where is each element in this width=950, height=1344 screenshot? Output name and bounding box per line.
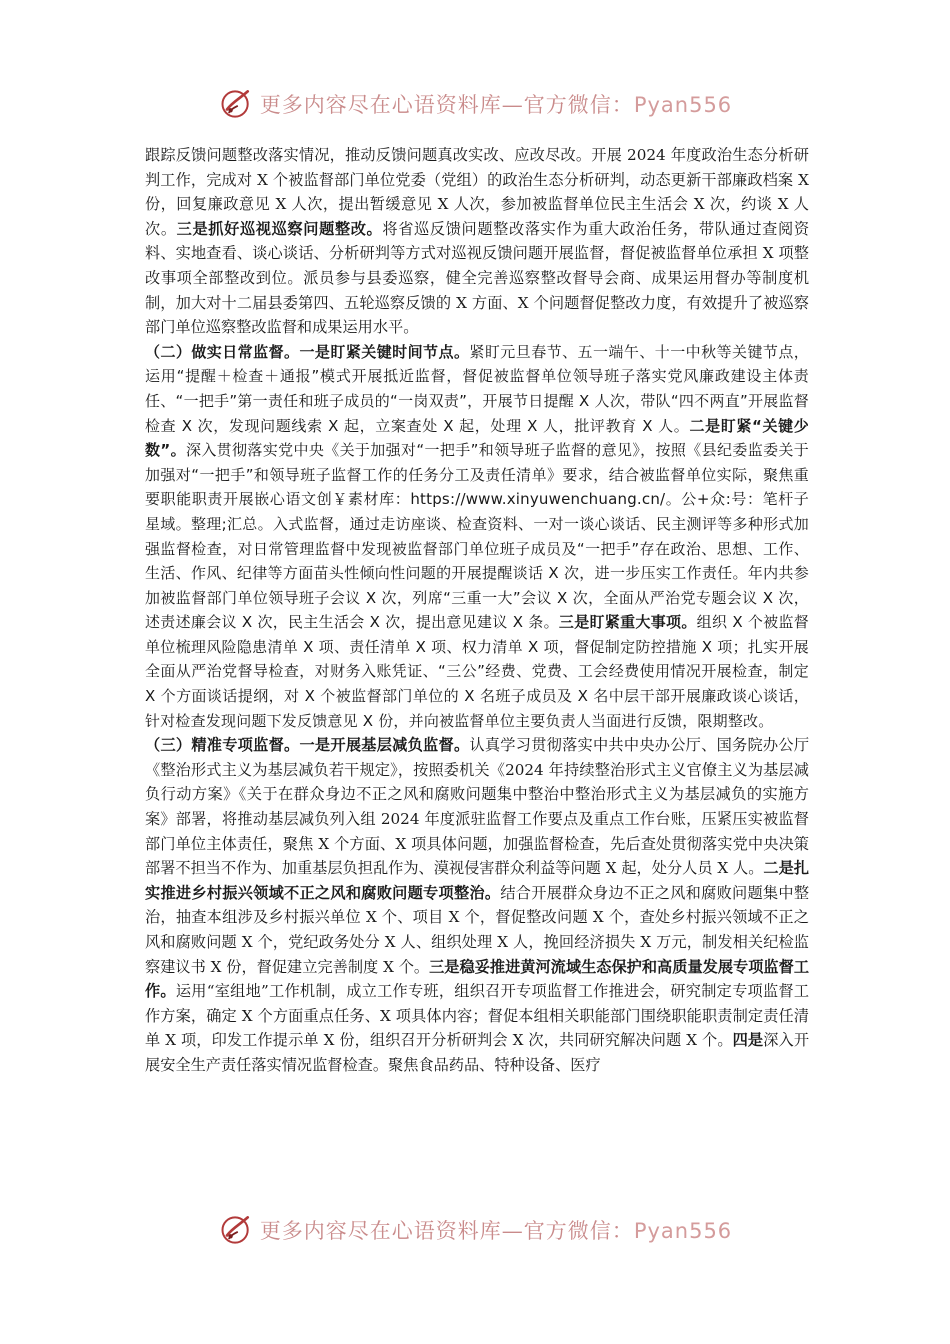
banner-text	[260, 89, 732, 119]
p3-bold-2: 三是稳妥推进黄河流域生态保护和高质量发展专项监督工作。	[145, 957, 810, 1001]
p2-text-2: 深入贯彻落实党中央《关于加强对“一把手”和领导班子监督的意见》，按照《县纪委监委关于加强对“一把手”和领导班子监督工作的任务分工及责任清单》要求，结合被监督单位实际，聚焦重要职能职责开展嵌心语文创￥素材库：https://www.xinyuwenchuang.cn/。公+众:号：笔杆子星域。整理;汇总。入式监督，通过走访座谈、检查资料、一对一谈心谈话、民主测评等多种形式加强监督检查，对日常管理监督中发现被监督部门单位班子成员及“一把手”存在政治、思想、工作、生活、作风、纪律等方面苗头性倾向性问题的开展提醒谈话 X 次，进一步压实工作责任。年内共参加被监督部门单位领导班子会议 X 次，列席“三重一大”会议 X 次，全面从严治党专题会议 X 次，述责述廉会议 X 次，民主生活会 X 次，提出意见建议 X 条。	[145, 441, 809, 632]
banner-label: 更多内容尽在心语资料库—官方微信：	[259, 93, 634, 117]
p3-bold-3: 四是	[732, 1031, 764, 1050]
p2-text-1: 紧盯元旦春节、五一端午、十一中秋等关键节点，运用“提醒＋检查＋通报”模式开展抵近监督，督促被监督单位领导班子落实党风廉政建设主体责任、“一把手”第一责任和班子成员的“一岗双责”，开展节日提醒 X 人次，带队“四不两直”开展监督检查 X 次，发现问题线索 X 起，立案查处 X 起，处理 X 人，批评教育 X 人。	[145, 342, 810, 435]
brush-logo-icon	[218, 1212, 254, 1248]
p3-text-4: 深入开展安全生产责任落实情况监督检查。聚焦食品药品、特种设备、医疗	[145, 1031, 810, 1074]
wechat-id: Pyan556	[633, 1219, 733, 1243]
p1-text-1: 跟踪反馈问题整改落实情况，推动反馈问题真改实改、应改尽改。开展 2024 年度政治生态分析研判工作，完成对 X 个被监督部门单位党委（党组）的政治生态分析研判，动态更新干部廉政档案 X 份，回复廉政意见 X 人次，提出暂缓意见 X 人次，参加被监督单位民主生活会 X 次，约谈 X 人次。	[145, 146, 809, 238]
footer-banner	[0, 1208, 950, 1252]
banner-label: 更多内容尽在心语资料库—官方微信：	[259, 1219, 634, 1243]
p2-text-3: 组织 X 个被监督单位梳理风险隐患清单 X 项、责任清单 X 项、权力清单 X 项，督促制定防控措施 X 项；扎实开展全面从严治党督导检查，对财务入账凭证、“三公”经费、党费、工会经费使用情况开展检查，制定 X 个方面谈话提纲，对 X 个被监督部门单位的 X 名班子成员及 X 名中层干部开展廉政谈心谈话，针对检查发现问题下发反馈意见 X 份，并向被监督单位主要负责人当面进行反馈，限期整改。	[145, 613, 809, 730]
p3-text-1: 认真学习贯彻落实中共中央办公厅、国务院办公厅《整治形式主义为基层减负若干规定》，按照委机关《2024 年持续整治形式主义官僚主义为基层减负行动方案》《关于在群众身边不正之风和腐败问题集中整治中整治形式主义为基层减负的实施方案》部署，将推动基层减负列入组 2024 年度派驻监督工作要点及重点工作台账，压紧压实被监督部门单位主体责任，聚焦 X 个方面、X 项具体问题，加强监督检查，先后查处贯彻落实党中央决策部署不担当不作为、加重基层负担乱作为、漠视侵害群众利益等问题 X 起，处分人员 X 人。	[145, 736, 810, 878]
p2-bold-2: 三是盯紧重大事项。	[558, 613, 697, 632]
p2-heading: （二）做实日常监督。一是盯紧关键时间节点。	[145, 342, 470, 361]
p3-bold-1: 二是扎实推进乡村振兴领域不正之风和腐败问题专项整治。	[145, 859, 810, 902]
p3-heading: （三）精准专项监督。一是开展基层减负监督。	[145, 736, 470, 755]
paragraph-2	[145, 340, 809, 734]
p1-bold-1: 三是抓好巡视巡察问题整改。	[176, 219, 383, 238]
paragraph-1	[145, 143, 809, 340]
brush-logo-icon	[218, 86, 254, 122]
p1-text-2: 将省巡反馈问题整改落实作为重大政治任务，带队通过查阅资料、实地查看、谈心谈话、分析研判等方式对巡视反馈问题开展监督，督促被监督单位承担 X 项整改事项全部整改到位。派员参与县委巡察，健全完善巡察整改督导会商、成果运用督办等制度机制，加大对十二届县委第四、五轮巡察反馈的 X 方面、X 个问题督促整改力度，有效提升了被巡察部门单位巡察整改监督和成果运用水平。	[145, 219, 810, 337]
p3-text-3: 运用“室组地”工作机制，成立工作专班，组织召开专项监督工作推进会，研究制定专项监督工作方案，确定 X 个方面重点任务、X 项具体内容；督促本组相关职能部门围绕职能职责制定责任清单 X 项，印发工作提示单 X 份，组织召开分析研判会 X 次，共同研究解决问题 X 个。	[145, 982, 810, 1050]
document-body	[145, 143, 809, 1078]
banner-text	[260, 1215, 732, 1245]
p3-text-2: 结合开展群众身边不正之风和腐败问题集中整治，抽查本组涉及乡村振兴单位 X 个、项目 X 个，督促整改问题 X 个，查处乡村振兴领域不正之风和腐败问题 X 个，党纪政务处分 X 人、组织处理 X 人，挽回经济损失 X 万元，制发相关纪检监察建议书 X 份，督促建立完善制度 X 个。	[145, 883, 810, 976]
p2-bold-1: 二是盯紧“关键少数”。	[145, 416, 809, 460]
wechat-id: Pyan556	[633, 93, 733, 117]
header-banner	[0, 82, 950, 126]
paragraph-3	[145, 733, 809, 1077]
